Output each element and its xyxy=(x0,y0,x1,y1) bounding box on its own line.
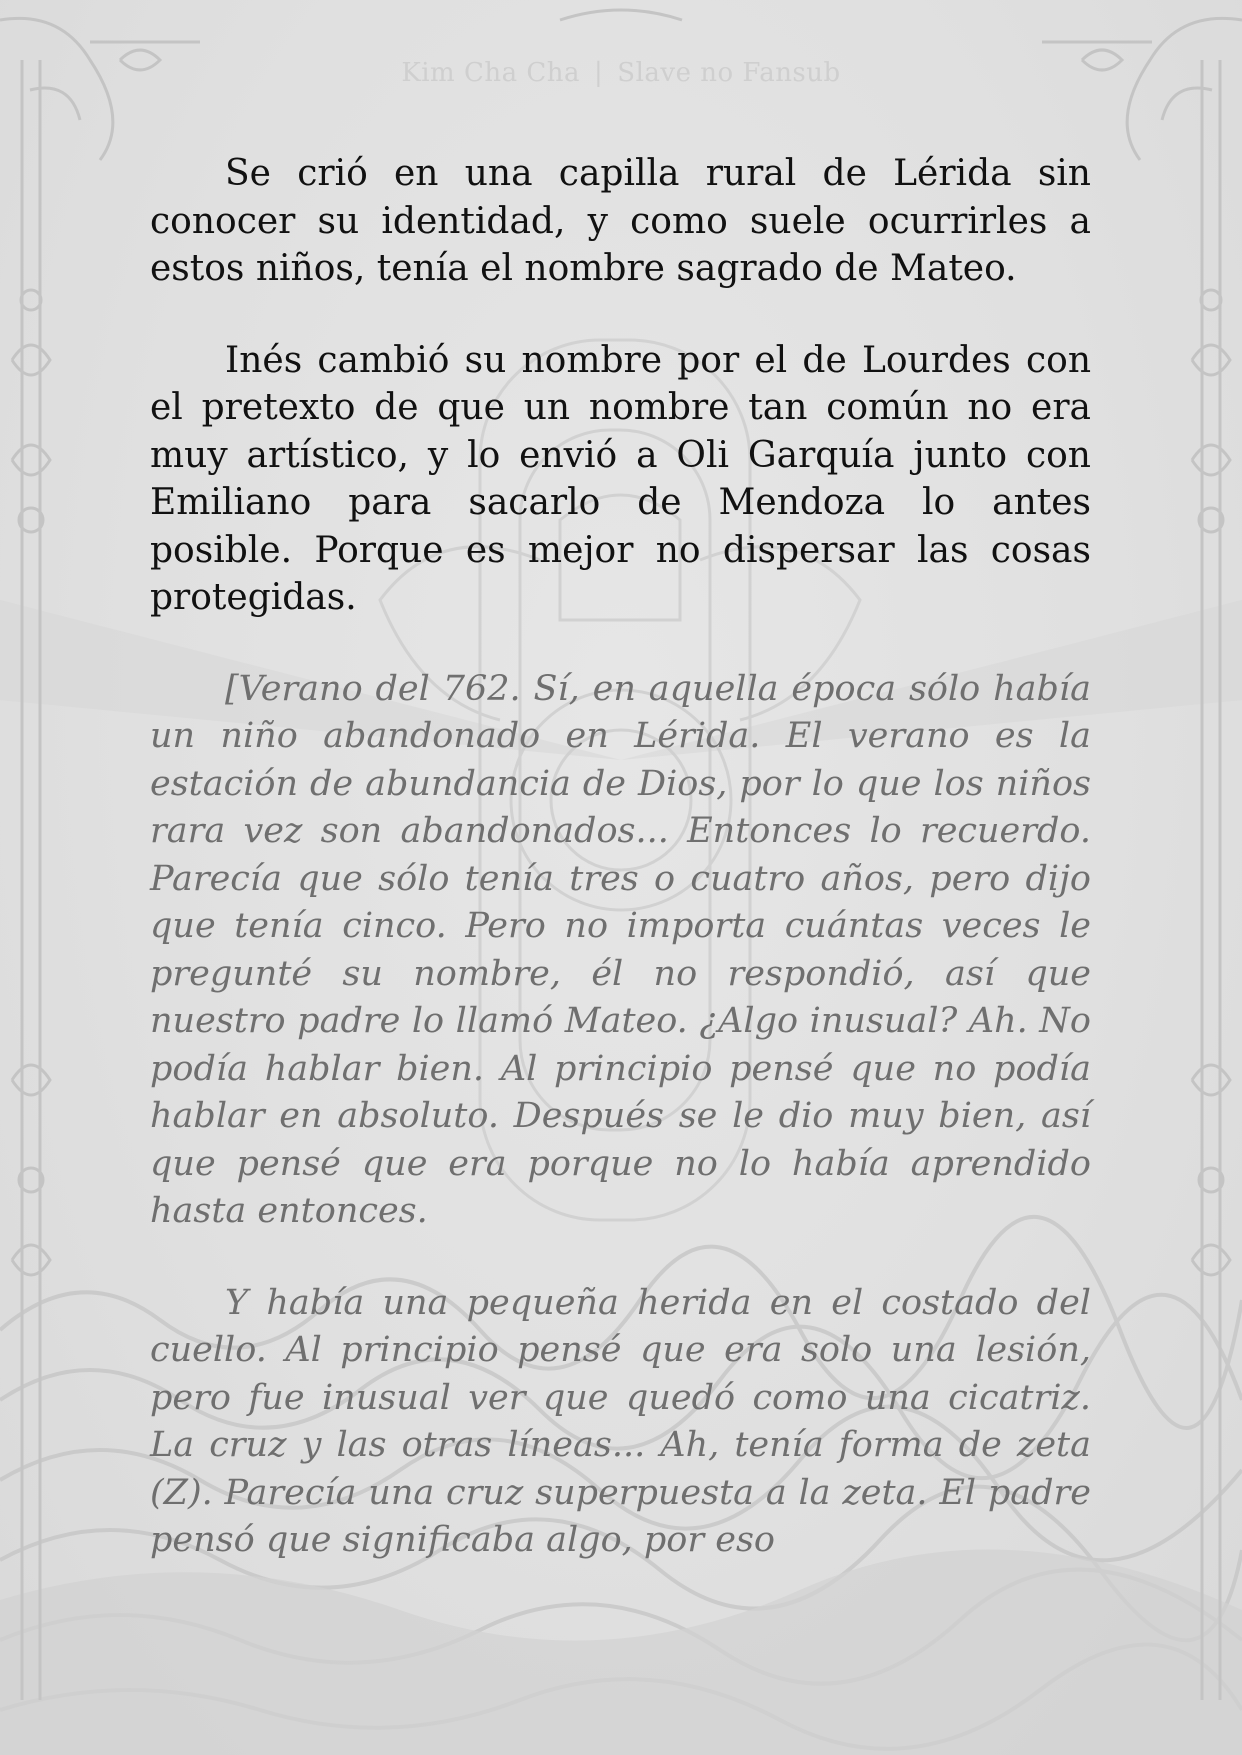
header-separator: | xyxy=(594,58,604,88)
paragraph-4-flashback: Y había una pequeña herida en el costado del cuello. Al principio pensé que era solo una lesión, pero fue inusual ver que quedó como una cicatriz. La cruz y las otras líneas... Ah, tenía forma de zeta (Z). Parecía una cruz superpuesta a la zeta. El padre pensó que significaba algo, por eso xyxy=(150,1282,1091,1560)
page-header xyxy=(0,58,1242,88)
paragraph-1: Se crió en una capilla rural de Lérida sin conocer su identidad, y como suele ocurrirles a estos niños, tenía el nombre sagrado de Mateo. xyxy=(150,153,1091,289)
header-group: Slave no Fansub xyxy=(617,58,841,88)
header-author: Kim Cha Cha xyxy=(401,58,581,88)
text-body xyxy=(150,150,1091,1609)
paragraph-2: Inés cambió su nombre por el de Lourdes con el pretexto de que un nombre tan común no era muy artístico, y lo envió a Oli Garquía junto con Emiliano para sacarlo de Mendoza lo antes posible. Porque es mejor no dispersar las cosas protegidas. xyxy=(150,339,1091,618)
paragraph-3-flashback: [Verano del 762. Sí, en aquella época sólo había un niño abandonado en Lérida. El verano es la estación de abundancia de Dios, por lo que los niños rara vez son abandonados... Entonces lo recuerdo. Parecía que sólo tenía tres o cuatro años, pero dijo que tenía cinco. Pero no importa cuántas veces le pregunté su nombre, él no respondió, así que nuestro padre lo llamó Mateo. ¿Algo inusual? Ah. No podía hablar bien. Al principio pensé que no podía hablar en absoluto. Después se le dio muy bien, así que pensé que era porque no lo había aprendido hasta entonces. xyxy=(150,668,1091,1231)
